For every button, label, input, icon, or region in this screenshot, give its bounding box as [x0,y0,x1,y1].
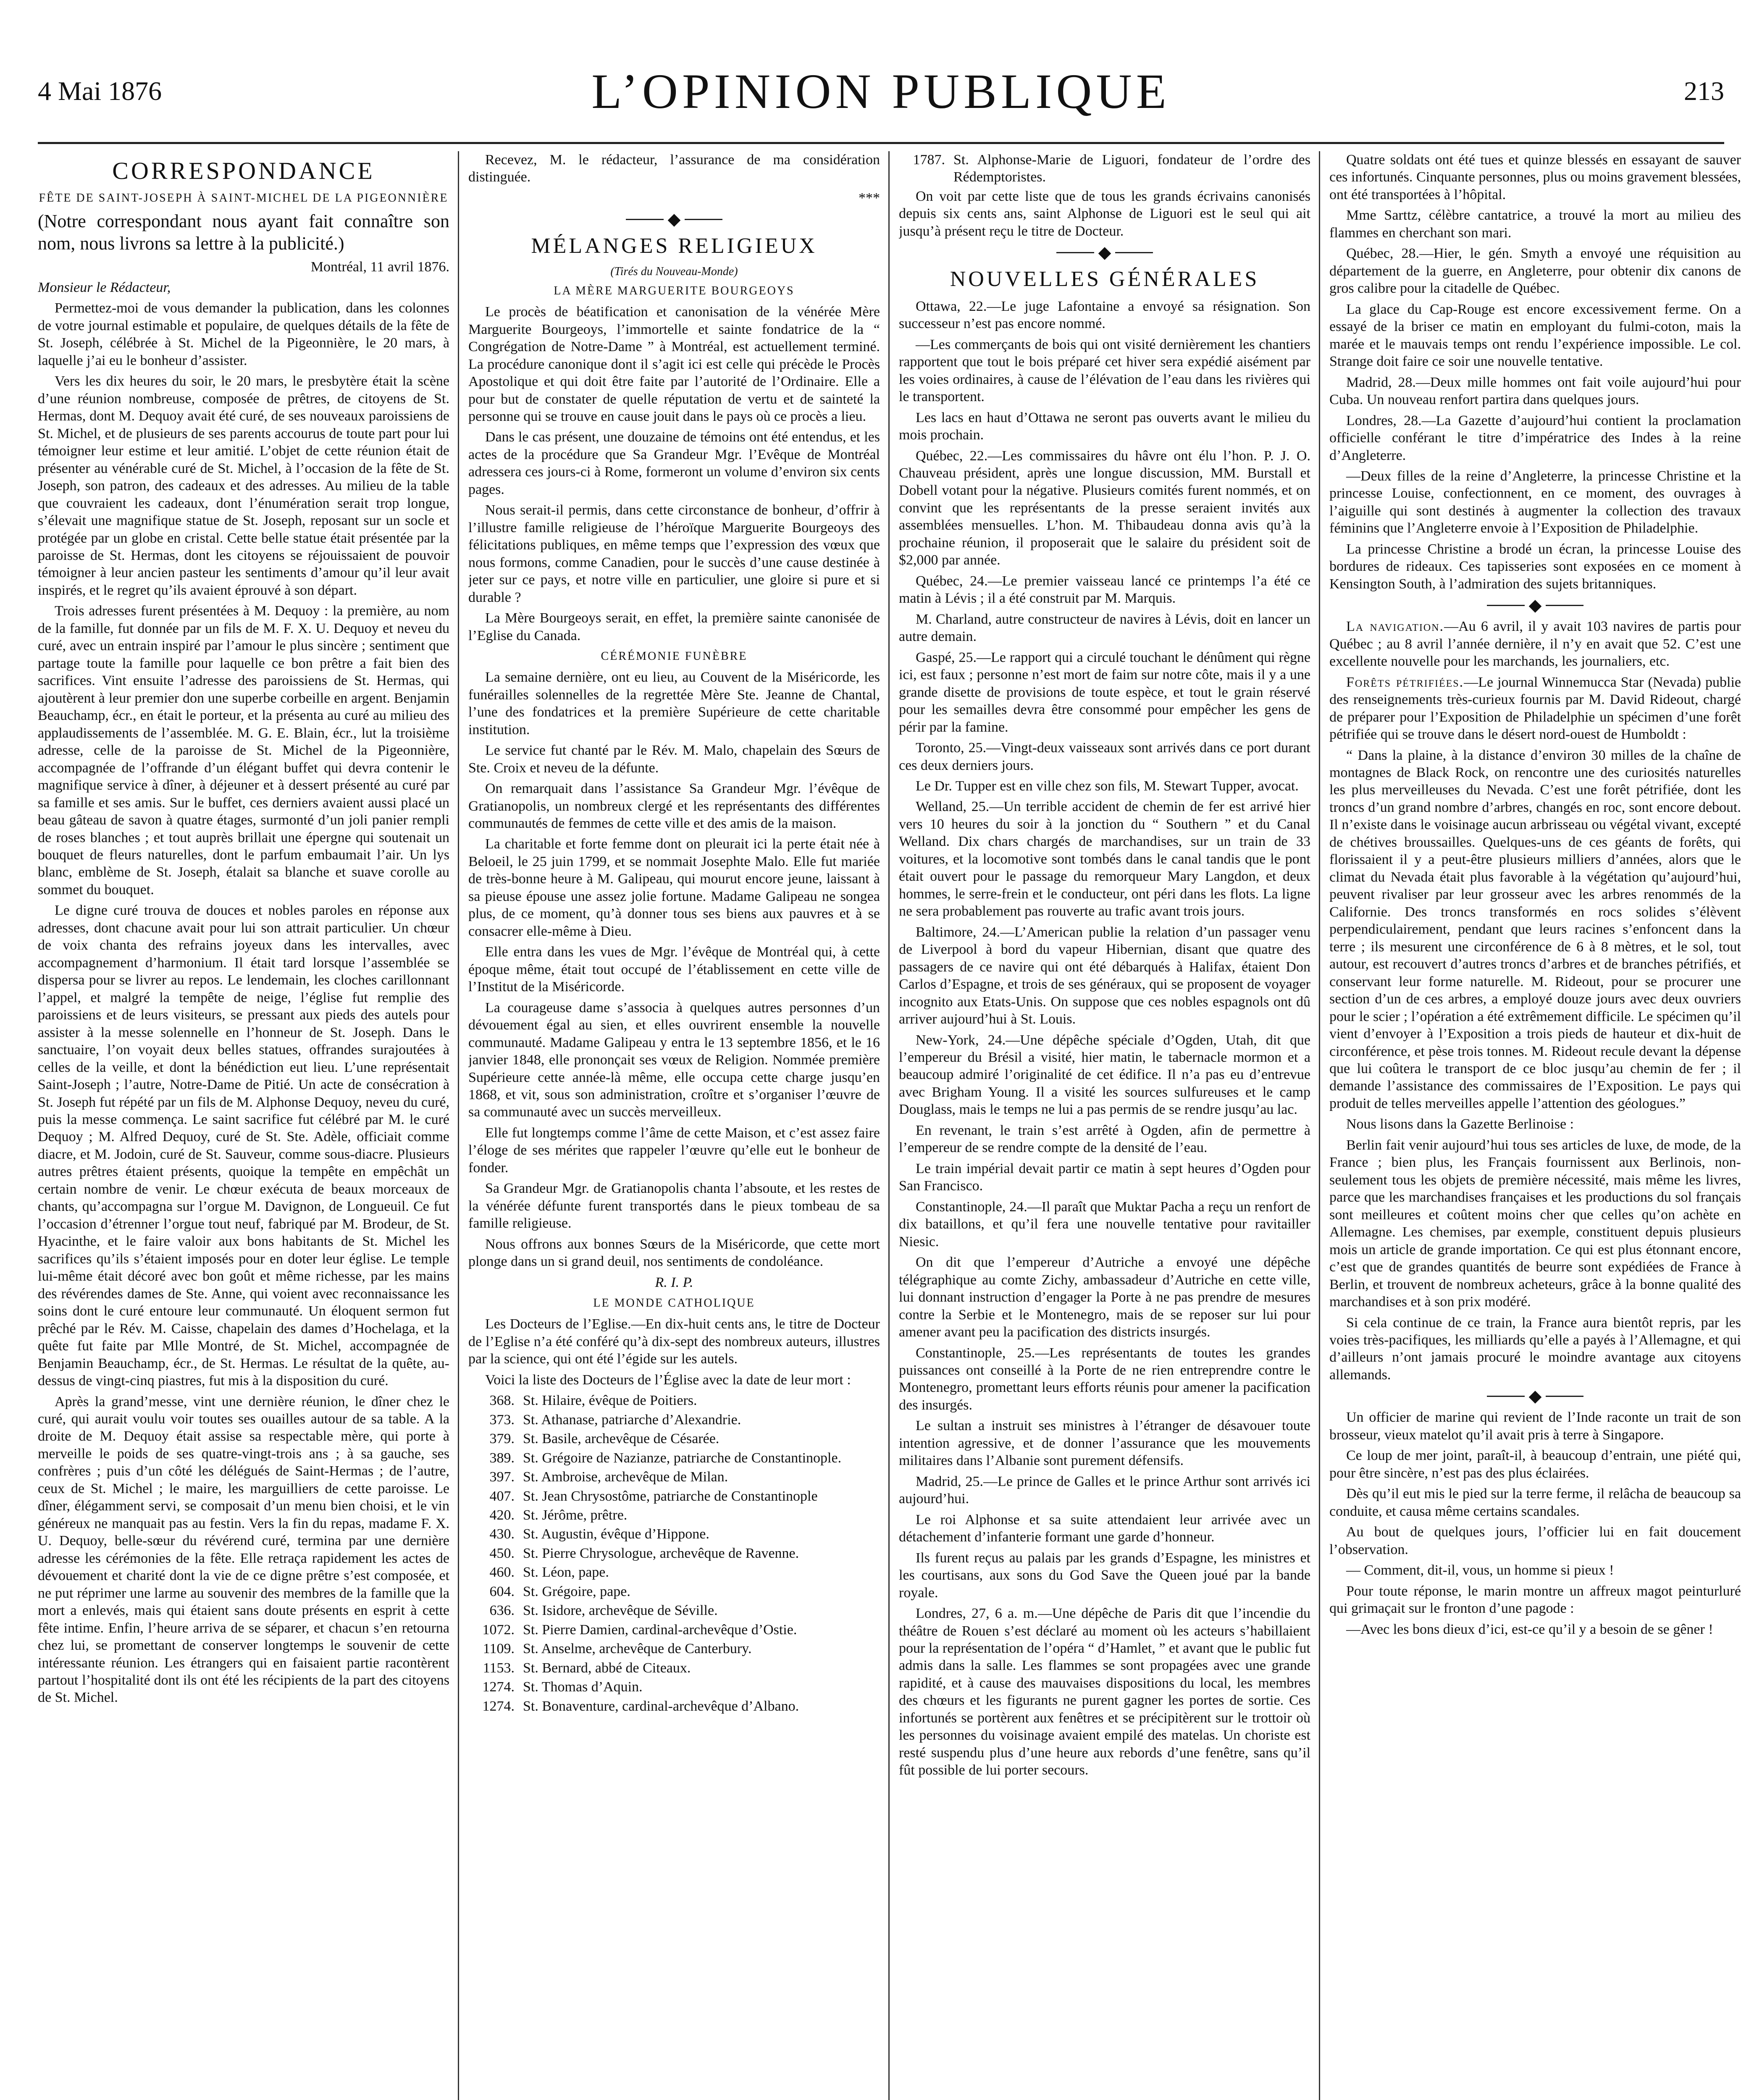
funebre-paragraph: Sa Grandeur Mgr. de Gratianopolis chanta l’absoute, et les restes de la vénérée défunte furent transportés dans le pieux tombeau de sa famille religieuse. [468,1181,880,1231]
doctor-row [468,1545,880,1562]
berlin-paragraph: Si cela continue de ce train, la France aura bientôt repris, par les voies très-pacifiques, les milliards qu’elle a payés à l’Allemagne, et qui d’ailleurs n’ont jamais procuré le moindre avantage aux citoyens allemands. [1329,1315,1741,1383]
doctor-name: St. Basile, archevêque de Césarée. [523,1431,720,1447]
funebre-paragraph: Le service fut chanté par le Rév. M. Malo, chapelain des Sœurs de Ste. Croix et neveu de la défunte. [468,743,880,776]
bourgeoys-paragraph: La Mère Bourgeoys serait, en effet, la première sainte canonisée de l’Eglise du Canada. [468,610,880,643]
monde-catholique-heading: LE MONDE CATHOLIQUE [593,1297,755,1310]
nouvelles-paragraph: Le train impérial devait partir ce matin à sept heures d’Ogden pour San Francisco. [899,1160,1310,1194]
doctor-year: 604. [489,1583,515,1599]
doctor-name: St. Léon, pape. [523,1564,609,1580]
funebre-paragraph: Elle entra dans les vues de Mgr. l’évêque de Montréal qui, à cette époque même, était tout occupé de l’établissement en cette ville de l’Institut de la Miséricorde. [468,944,880,995]
doctor-row [468,1640,880,1657]
doctor-row [468,1602,880,1619]
nouvelles-paragraph: Londres, 28.—La Gazette d’aujourd’hui contient la proclamation officielle conférant le titre d’impératrice des Indes à la reine d’Angleterre. [1329,412,1741,463]
column-rule-3 [1319,151,1320,2100]
nouvelles-paragraph: Madrid, 28.—Deux mille hommes ont fait voile aujourd’hui pour Cuba. Un nouveau renfort partira dans quelques jours. [1329,374,1741,408]
nouvelles-paragraph: —Deux filles de la reine d’Angleterre, la princesse Christine et la princesse Louise, confectionnent, en ce moment, des ouvrages à l’aiguille qui sont destinés à augmenter la collection des travaux féminins que l’Angleterre envoie à l’Exposition de Philadelphie. [1329,468,1741,536]
column-3 [899,151,1310,2100]
nouvelles-paragraph: Mme Sarttz, célèbre cantatrice, a trouvé la mort au milieu des flammes en cherchant son mari. [1329,207,1741,241]
marine-paragraph: Dès qu’il eut mis le pied sur la terre ferme, il relâcha de beaucoup sa conduite, et causa même certains scandales. [1329,1486,1741,1519]
doctor-name: St. Athanase, patriarche d’Alexandrie. [523,1412,741,1428]
forets-text: —Le journal Winnemucca Star (Nevada) publie des renseignements très-curieux fournis par M. David Rideout, chargé de préparer pour l’Exposition de Philadelphie un spécimen d’une forêt pétrifiée qui se trouve dans le désert nord-ouest de Humboldt : [1329,674,1741,743]
doctor-row [468,1564,880,1581]
doctor-year: 1072. [482,1622,515,1638]
nouvelles-paragraph: Québec, 24.—Le premier vaisseau lancé ce printemps l’a été ce matin à Lévis ; il a été construit par M. Marquis. [899,573,1310,606]
section-separator: ◆ [1329,597,1741,614]
doctor-name: St. Jean Chrysostôme, patriarche de Constantinople [523,1488,818,1504]
nouvelles-paragraph: Le Dr. Tupper est en ville chez son fils, M. Stewart Tupper, avocat. [916,778,1299,794]
column-1 [38,151,449,2100]
forets-quote: “ Dans la plaine, à la distance d’environ 30 milles de la chaîne de montagnes de Black Rock, on rencontre une des curiosités naturelles les plus merveilleuses du Nevada. C’est une forêt pétrifiée, dont les troncs d’un grand nombre d’arbres, changés en roc, sont encore debout. Il n’existe dans le voisinage aucun arbrisseau ou végétal vivant, excepté de chétives broussailles. Quelques-uns de ces géants de forêts, qui florissaient il y a peut-être plusieurs milliers d’années, alors que le climat du Nevada était plus favorable à la végétation qu’aujourd’hui, peuvent rivaliser par leur grosseur avec les arbres renommés de la Californie. Des troncs transformés en rocs solides s’élèvent perpendiculairement, pendant que leurs racines s’enfoncent dans la terre ; ils mesurent une circonférence de 6 à 8 mètres, et le sol, tout autour, est recouvert d’autres troncs d’arbres et de branches pétrifiés, et conservant leur forme naturelle. M. Rideout, pour se procurer une section d’un de ces arbres, a employé douze jours avec deux ouvriers pour le scier ; l’opération a été extrêmement difficile. Le spécimen qu’il vient d’envoyer à l’Exposition a trois pieds de hauteur et dix-huit de circonférence, et pèse trois tonnes. M. Rideout recule devant la dépense que lui coûtera le transport de ce bloc jusqu’au chemin de fer ; il demande l’assistance des commissaires de l’Exposition. Le pays qui produit de telles merveilles appelle l’attention des géologues.” [1329,747,1741,1111]
doctor-row [468,1430,880,1447]
doctor-row [468,1621,880,1638]
newspaper-title: L’OPINION PUBLIQUE [591,64,1171,119]
nouvelles-paragraph: Ottawa, 22.—Le juge Lafontaine a envoyé sa résignation. Son successeur n’est pas encore nommé. [899,298,1310,332]
navigation-text: —Au 6 avril, il y avait 103 navires de partis pour Québec ; au 8 avril l’année dernière, il n’y en avait que 52. C’est une excellente nouvelle pour les marchands, les journaliers, etc. [1329,619,1741,669]
correspondance-signature: *** [859,190,880,206]
nouvelles-paragraph: Welland, 25.—Un terrible accident de chemin de fer est arrivé hier vers 10 heures du soir à la jonction du “ Southern ” et du Canal Welland. Dix chars chargés de marchandises, sur un train de 33 voitures, et la locomotive sont tombés dans le canal tandis que le pont était ouvert pour le passage du remorqueur Mary Langdon, et deux hommes, le serre-frein et le conducteur, ont péri dans les flots. La ligne ne sera probablement pas rouverte au trafic avant trois jours. [899,799,1310,919]
doctor-row [468,1507,880,1524]
doctor-row [468,1488,880,1505]
nouvelles-paragraph: Les lacs en haut d’Ottawa ne seront pas ouverts avant le milieu du mois prochain. [899,410,1310,443]
nouvelles-paragraph: La princesse Christine a brodé un écran, la princesse Louise des bordures de rideaux. Ces tapisseries sont exposées en ce moment à Kensington South, à l’admiration des sujets britanniques. [1329,541,1741,592]
bourgeoys-paragraph: Dans le cas présent, une douzaine de témoins ont été entendus, et les actes de la procédure que Sa Grandeur Mgr. l’Evêque de Montréal adressera ces jours-ci à Rome, formeront un volume d’environ six cents pages. [468,429,880,497]
doctor-row [468,1411,880,1428]
doctor-name: St. Anselme, archevêque de Canterbury. [523,1641,752,1657]
nouvelles-paragraph: —Les commerçants de bois qui ont visité dernièrement les chantiers rapportent que tout le bois préparé cet hiver sera expédié aisément par les voies ordinaires, à cause de l’élévation de l’eau dans les rivières qui le transportent. [899,336,1310,405]
doctor-row [468,1659,880,1677]
doctor-name: St. Ambroise, archevêque de Milan. [523,1469,728,1485]
section-separator: ◆ [468,211,880,228]
column-rule-2 [888,151,890,2100]
doctor-year: 373. [489,1412,515,1428]
funebre-paragraph: La charitable et forte femme dont on pleurait ici la perte était née à Beloeil, le 25 juin 1799, et se nommait Josephte Malo. Elle fut mariée de très-bonne heure à M. Galipeau, qui mourut encore jeune, laissant à sa pieuse épouse une assez jolie fortune. Madame Galipeau ne songea plus, de ce moment, qu’à donner tous ses biens aux pauvres et à se consacrer elle-même à Dieu. [468,836,880,939]
doctor-row [468,1392,880,1409]
doctor-name: St. Pierre Damien, cardinal-archevêque d’Ostie. [523,1622,797,1638]
nouvelles-paragraph: Toronto, 25.—Vingt-deux vaisseaux sont arrivés dans ce port durant ces deux derniers jours. [899,740,1310,773]
doctor-name: St. Bernard, abbé de Citeaux. [523,1660,691,1676]
doctor-year: 397. [489,1469,515,1485]
masthead [38,63,1724,139]
doctor-year: 430. [489,1526,515,1542]
nouvelles-paragraph: Ils furent reçus au palais par les grands d’Espagne, les ministres et les courtisans, aux sons du God Save the Queen joué par la bande royale. [899,1550,1310,1601]
nouvelles-paragraph: Québec, 28.—Hier, le gén. Smyth a envoyé une réquisition au département de la guerre, en Angleterre, pour obtenir dix canons de gros calibre pour la citadelle de Québec. [1329,246,1741,297]
doctor-name: St. Alphonse-Marie de Liguori, fondateur de l’ordre des Rédemptoristes. [953,152,1310,185]
column-4 [1329,151,1741,2100]
marine-paragraph: — Comment, dit-il, vous, un homme si pieux ! [1346,1562,1614,1578]
doctor-row [468,1468,880,1486]
correspondance-salutation: Monsieur le Rédacteur, [38,279,171,295]
page-number: 213 [1684,76,1724,106]
doctor-name: St. Grégoire de Nazianze, patriarche de Constantinople. [523,1450,842,1466]
marine-paragraph: Pour toute réponse, le marin montre un affreux magot peinturluré qui grimaçait sur le fronton d’une pagode : [1329,1583,1741,1617]
correspondance-paragraph: Vers les dix heures du soir, le 20 mars, le presbytère était la scène d’une réunion nombreuse, composée de prêtres, de citoyens de St. Hermas, dont M. Dequoy avait été curé, de ses nouveaux paroissiens de St. Michel, et de plusieurs de ses parents accourus de toute part pour lui témoigner leur estime et leur amitié. L’objet de cette réunion était de présenter au vénérable curé de St. Michel, à l’occasion de la fête de St. Joseph, son patron, des cadeaux et des adresses. Au milieu de la table que couvraient les cadeaux, dont l’énumération serait trop longue, s’élevait une magnifique statue de St. Joseph, reposant sur un socle et protégée par un globe en cristal. Cette belle statue était présentée par la paroisse de St. Hermas, dont les citoyens se réjouissaient de pouvoir témoigner à leur ancien pasteur les sentiments d’amour qu’il leur avait inspirés, et le regret qu’ils avaient éprouvé à son départ. [38,373,449,598]
navigation-paragraph [1329,618,1741,670]
funebre-paragraph: Nous offrons aux bonnes Sœurs de la Miséricorde, que cette mort plonge dans un si grand deuil, nos sentiments de condoléance. [468,1236,880,1270]
doctor-year: 450. [489,1545,515,1561]
melanges-subheading: (Tirés du Nouveau-Monde) [610,265,738,278]
bourgeoys-paragraph: Nous serait-il permis, dans cette circonstance de bonheur, d’offrir à l’illustre famille religieuse de l’héroïque Marguerite Bourgeoys des félicitations publiques, en même temps que l’expression des vœux que nous formons, comme Canadien, pour le succès d’une cause destinée à jeter sur ce pays, et notre ville en particulier, une gloire si pure et si durable ? [468,502,880,605]
melanges-heading: MÉLANGES RELIGIEUX [531,234,817,258]
correspondance-paragraph: Trois adresses furent présentées à M. Dequoy : la première, au nom de la famille, fut donnée par un fils de M. F. X. U. Dequoy et neveu du curé, avec un entrain inspiré par l’amour le plus sincère ; sentiment que partage toute la famille pour laquelle ce bon prêtre a fait bien des sacrifices. Vint ensuite l’adresse des paroissiens de St. Hermas, qui ajoutèrent à leur premier don une superbe corbeille en argent. Benjamin Beauchamp, écr., en était le porteur, et la présenta au curé au milieu des applaudissements de l’assemblée. M. G. E. Blain, écr., lut la troisième adresse, celle de la paroisse de St. Michel de la Pigeonnière, accompagnée de l’offrande d’un élégant buffet qui devra contenir le magnifique service à dîner, à déjeuner et à dessert présenté au curé par sa famille et ses amis. Sur le buffet, ces derniers avaient aussi placé un beau gâteau de savon à quatre étages, surmonté d’un joli panier rempli de roses blanches ; et tout auprès brillait une épergne qui soutenait un bouquet de fleurs naturelles, dont le parfum embaumait l’air. Un lys blanc, emblème de St. Joseph, étalait sa blanche et suave corolle au sommet du bouquet. [38,603,449,898]
doctor-row [899,151,1310,186]
correspondance-heading: CORRESPONDANCE [112,157,375,184]
nouvelles-paragraph: Baltimore, 24.—L’American publie la relation d’un passager venu de Liverpool à bord du vapeur Hibernian, disant que quatre des passagers de ce navire qui ont été débarqués à Halifax, étaient Don Carlos d’Espagne, et trois de ses généraux, qui se proposent de voyager incognito aux Etats-Unis. On suppose que ces nobles espagnols ont dû arriver aujourd’hui à St. Louis. [899,924,1310,1027]
doctor-row [468,1583,880,1600]
doctor-year: 1787. [913,152,945,168]
marine-paragraph: —Avec les bons dieux d’ici, est-ce qu’il y a besoin de se gêner ! [1346,1621,1713,1637]
column-2 [468,151,880,2100]
bourgeoys-heading: LA MÈRE MARGUERITE BOURGEOYS [554,284,795,297]
funebre-paragraph: La courageuse dame s’associa à quelques autres personnes d’un dévouement égal au sien, et elles ouvrirent ensemble la nouvelle communauté. Madame Galipeau y entra le 13 septembre 1856, et le 16 janvier 1848, elle prononçait ses vœux de Religion. Nommée première Supérieure cette année-là même, elle occupa cette charge jusqu’en 1868, et vit, sous son administration, croître et s’organiser l’œuvre de sa communauté avec un succès merveilleux. [468,1000,880,1120]
doctor-row [468,1449,880,1467]
marine-paragraph: Au bout de quelques jours, l’officier lui en fait doucement l’observation. [1329,1524,1741,1557]
section-separator: ◆ [1329,1388,1741,1404]
correspondance-intro: (Notre correspondant nous ayant fait connaître son nom, nous livrons sa lettre à la publicité.) [38,210,449,254]
correspondance-paragraph: Après la grand’messe, vint une dernière réunion, le dîner chez le curé, qui aurait voulu voir toutes ses ouailles autour de sa table. A la droite de M. Dequoy était assise sa respectable mère, qui porte à merveille le poids de ses quatre-vingt-trois ans ; à sa gauche, ses confrères ; puis d’un côté les délégués de Saint-Hermas ; de l’autre, ceux de St. Michel ; le maire, les marguilliers de cette paroisse. Le dîner, élégamment servi, se composait d’un menu bien choisi, et le vin généreux ne manquait pas au festin. Vers la fin du repas, madame F. X. U. Dequoy, belle-sœur du révérend curé, termina par une dernière adresse les cérémonies de la fête. Elle retraça rapidement les actes de dévouement et charité dont la vie de ce digne prêtre s’est composée, et ne put réprimer une larme au souvenir des membres de la famille que la mort a enlevés, mais qui étaient sans doute présents en esprit à cette fête intime. Enfin, l’heure arriva de se séparer, et chacun s’en retourna chez lui, se promettant de conserver longtemps le souvenir de cette intéressante réunion. Les étrangers qui en faisaient partie racontèrent partout l’hospitalité dont ils ont été les récipients de la part des citoyens de St. Michel. [38,1394,449,1706]
doctor-year: 420. [489,1507,515,1523]
forets-paragraph [1329,674,1741,743]
doctor-row [468,1698,880,1715]
bourgeoys-paragraph: Le procès de béatification et canonisation de la vénérée Mère Marguerite Bourgeoys, l’immortelle et sainte fondatrice de la “ Congrégation de Notre-Dame ” à Montréal, est actuellement terminé. La procédure canonique dont il s’agit ici est celle qui précède le Procès Apostolique et qui doit être faite par l’autorité de l’Ordinaire. Elle a pour but de constater de quelle réputation de vertu et de sainteté la personne qui se trouve en cause jouit dans le pays où ce procès a lieu. [468,304,880,424]
doctor-name: St. Jérôme, prêtre. [523,1507,628,1523]
nouvelles-paragraph: Gaspé, 25.—Le rapport qui a circulé touchant le dénûment qui règne ici, est faux ; personne n’est mort de faim sur notre côte, mais il y a une grande disette de provisions de toute espèce, et tout le grain réservé pour les semailles devra être consommé pour empêcher les gens de périr par la famine. [899,649,1310,735]
column-rule-1 [458,151,459,2100]
forets-lead: Forêts pétrifiées. [1346,674,1464,690]
doctor-name: St. Hilaire, évêque de Poitiers. [523,1393,697,1409]
monde-catholique-paragraph: Voici la liste des Docteurs de l’Église avec la date de leur mort : [485,1372,851,1388]
doctor-year: 460. [489,1564,515,1580]
doctor-name: St. Pierre Chrysologue, archevêque de Ravenne. [523,1545,799,1561]
doctor-name: St. Isidore, archevêque de Séville. [523,1603,718,1619]
funebre-paragraph: Elle fut longtemps comme l’âme de cette Maison, et c’est assez faire l’éloge de ses mérites que rappeler l’œuvre qu’elle eut le bonheur de fonder. [468,1125,880,1176]
nouvelles-paragraph: Constantinople, 25.—Les représentants de toutes les grandes puissances ont conseillé à la Porte de ne rien entreprendre contre le Montenegro, promettant leurs efforts réunis pour amener la pacification des insurgés. [899,1345,1310,1413]
correspondance-place-date: Montréal, 11 avril 1876. [310,259,449,275]
monde-catholique-after: On voit par cette liste que de tous les grands écrivains canonisés depuis six cents ans, saint Alphonse de Liguori est le seul qui ait jusqu’à présent reçu le titre de Docteur. [899,188,1310,239]
nouvelles-paragraph: New-York, 24.—Une dépêche spéciale d’Ogden, Utah, dit que l’empereur du Brésil a visité, hier matin, le tabernacle mormon et a beaucoup admiré l’originalité de cet édifice. Il n’a pas eu d’entrevue avec Brigham Young. Il a visité les sources sulfureuses et le camp Douglass, mais le temps ne lui a pas permis de se rendre jusqu’au lac. [899,1032,1310,1118]
nouvelles-paragraph: En revenant, le train s’est arrêté à Ogden, afin de permettre à l’empereur de se rendre compte de la densité de l’eau. [899,1122,1310,1156]
nouvelles-paragraph: Madrid, 25.—Le prince de Galles et le prince Arthur sont arrivés ici aujourd’hui. [899,1473,1310,1507]
doctor-name: St. Thomas d’Aquin. [523,1679,643,1695]
doctor-year: 636. [489,1603,515,1619]
funebre-heading: CÉRÉMONIE FUNÈBRE [601,650,748,663]
monde-catholique-paragraph: Les Docteurs de l’Eglise.—En dix-huit cents ans, le titre de Docteur de l’Eglise n’a été conféré qu’à dix-sept des nombreux auteurs, illustres par la science, qui ont été l’égide sur les autels. [468,1316,880,1367]
doctor-name: St. Augustin, évêque d’Hippone. [523,1526,709,1542]
doctor-row [468,1678,880,1696]
doctor-year: 1153. [483,1660,515,1676]
berlin-paragraph: Nous lisons dans la Gazette Berlinoise : [1346,1116,1574,1132]
doctor-row [468,1525,880,1543]
masthead-rule [38,142,1724,144]
berlin-paragraph: Berlin fait venir aujourd’hui tous ses articles de luxe, de mode, de la France ; bien plus, les Français fournissent aux Berlinois, non-seulement tous les objets de première nécessité, mais même les livres, parce que les marchandises françaises et les productions du sol français sont meilleures et coûtent moins cher que celles qu’on achète en Allemagne. Les chemises, par exemple, constituent depuis plusieurs mois un article de grande importation. Ce qui est plus étonnant encore, c’est que de grandes quantités de beurre sont expédiées de France à Berlin, et trouvent de nombreux acheteurs, grâce à la bonne qualité des marchandises et à son prix modéré. [1329,1137,1741,1310]
doctor-year: 368. [489,1393,515,1409]
correspondance-paragraph: Le digne curé trouva de douces et nobles paroles en réponse aux adresses, dont chacune avait pour lui son attrait particulier. Un chœur de voix chanta des refrains joyeux dans les intervalles, avec accompagnement d’harmonium. Il était tard lorsque l’assemblée se dispersa pour se livrer au repos. Le lendemain, les cloches carillonnant l’appel, et malgré la tempête de neige, l’église fut remplie des paroissiens et de leurs visiteurs, se pressant aux pieds des autels pour assister à la messe solennelle en l’honneur de St. Joseph. Dans le sanctuaire, l’on voyait deux belles statues, offrandes surajoutées à celles de la veille, et dont la bénédiction eut lieu. L’une représentait Saint-Joseph ; l’autre, Notre-Dame de Pitié. Un acte de consécration à St. Joseph fut répété par un fils de M. Alphonse Dequoy, neveu du curé, puis la messe commença. Le saint sacrifice fut célébré par M. le curé Dequoy ; M. Alfred Dequoy, curé de St. Ste. Adèle, officiait comme diacre, et M. Jodoin, curé de St. Sauveur, comme sous-diacre. Plusieurs autres prêtres étaient présents, quoique la tempête en empêchât un certain nombre de venir. Le chœur exécuta de beaux morceaux de chants, qu’accompagna sur l’orgue M. Davignon, de Longueuil. Ce fut l’occasion d’étrenner l’orgue tout neuf, fabriqué par M. Brodeur, de St. Hyacinthe, et le faire valoir aux bons habitants de St. Michel les sacrifices qu’ils s’étaient imposés pour en doter leur église. Le temple lui-même était décoré avec bon goût et même richesse, par les mains des révérendes dames de Ste. Anne, qui voient avec reconnaissance les soins dont le curé entoure leur communauté. Un éloquent sermon fut prêché par le Rév. M. Caisse, chapelain des dames d’Hochelaga, et la quête fut faite par Mlle Montré, de St. Michel, accompagnée de Benjamin Beauchamp, écr., de St. Hermas. Le résultat de la quête, au-dessus de vingt-cinq piastres, fut mis à la disposition du curé. [38,903,449,1389]
correspondance-subheading: FÊTE DE SAINT-JOSEPH À SAINT-MICHEL DE LA PIGEONNIÈRE [39,191,449,205]
nouvelles-paragraph: Québec, 22.—Les commissaires du hâvre ont élu l’hon. P. J. O. Chauveau président, après une longue discussion, MM. Burstall et Dobell votant pour la négative. Plusieurs comités furent nommés, et on convint que les représentants de la presse seraient invités aux assemblées mensuelles. L’hon. M. Thibaudeau donna avis qu’à la prochaine réunion, il proposerait que le salaire du président soit de $2,000 par année. [899,448,1310,568]
section-separator: ◆ [899,244,1310,261]
marine-paragraph: Ce loup de mer joint, paraît-il, à beaucoup d’entrain, une piété qui, pour être sincère, n’est pas des plus éclairées. [1329,1448,1741,1481]
nouvelles-paragraph: Constantinople, 24.—Il paraît que Muktar Pacha a reçu un renfort de dix bataillons, et qu’il fera une nouvelle tentative pour ravitailler Niesic. [899,1199,1310,1250]
nouvelles-heading: NOUVELLES GÉNÉRALES [950,267,1260,291]
correspondance-paragraph: Permettez-moi de vous demander la publication, dans les colonnes de votre journal estimable et populaire, de quelques détails de la fête de St. Joseph, célébrée à St. Michel de la Pigeonnière, le 20 mars, à laquelle j’ai eu le bonheur d’assister. [38,300,449,368]
doctor-year: 1109. [483,1641,515,1657]
nouvelles-paragraph: Londres, 27, 6 a. m.—Une dépêche de Paris dit que l’incendie du théâtre de Rouen s’est déclaré au moment où les acteurs s’habillaient pour la représentation de l’opéra “ d’Hamlet, ” et avant que le public fut admis dans la salle. Les flammes se sont propagées avec une grande rapidité, et à cause des mauvaises dispositions du local, les membres des chœurs et les figurants ne purent gagner les portes de sortie. Ces infortunés se portèrent aux fenêtres et se précipitèrent sur le trottoir où les personnes du voisinage avaient empilé des matelas. Un choriste est resté suspendu plus d’une heure aux rebords d’une fenêtre, sans qu’il fût possible de lui porter secours. [899,1606,1310,1778]
marine-paragraph: Un officier de marine qui revient de l’Inde raconte un trait de son brosseur, vieux matelot qu’il avait pris à terre à Singapore. [1329,1410,1741,1443]
nouvelles-paragraph: Quatre soldats ont été tues et quinze blessés en essayant de sauver ces infortunés. Cinquante personnes, plus ou moins gravement blessées, ont été transportées à l’hôpital. [1329,152,1741,202]
doctors-list [468,1392,880,1715]
funebre-closing: R. I. P. [655,1274,693,1290]
nouvelles-paragraph: On dit que l’empereur d’Autriche a envoyé une dépêche télégraphique au comte Zichy, ambassadeur d’Autriche en cette ville, lui donnant instruction d’engager la Porte à ne pas prendre de mesures contre la Serbie et le Montenegro, mais de se reposer sur lui pour amener avant peu la pacification des districts insurgés. [899,1255,1310,1340]
doctor-year: 1274. [482,1679,515,1695]
correspondance-closing: Recevez, M. le rédacteur, l’assurance de ma considération distinguée. [468,152,880,185]
nouvelles-paragraph: M. Charland, autre constructeur de navires à Lévis, doit en lancer un autre demain. [899,611,1310,645]
issue-date: 4 Mai 1876 [38,76,162,106]
doctor-name: St. Grégoire, pape. [523,1583,630,1599]
funebre-paragraph: La semaine dernière, ont eu lieu, au Couvent de la Miséricorde, les funérailles solennelles de la regrettée Mère Ste. Jeanne de Chantal, l’une des fondatrices et la première Supérieure de cette charitable institution. [468,669,880,738]
navigation-lead: La navigation. [1346,619,1444,635]
doctor-year: 407. [489,1488,515,1504]
nouvelles-paragraph: La glace du Cap-Rouge est encore excessivement ferme. On a essayé de la briser ce matin en employant du fulmi-coton, mais la marée et le mauvais temps ont rendu l’expérience impossible. Le col. Strange doit faire ce soir une nouvelle tentative. [1329,301,1741,370]
nouvelles-paragraph: Le roi Alphonse et sa suite attendaient leur arrivée avec un détachement d’infanterie formant une garde d’honneur. [899,1512,1310,1545]
doctor-year: 379. [489,1431,515,1447]
nouvelles-paragraph: Le sultan a instruit ses ministres à l’étranger de désavouer toute intention agressive, et de donner l’assurance que les mouvements militaires dans l’Albanie sont purement défensifs. [899,1418,1310,1469]
doctor-year: 1274. [482,1698,515,1714]
funebre-paragraph: On remarquait dans l’assistance Sa Grandeur Mgr. l’évêque de Gratianopolis, un nombreux clergé et les représentants des différentes communautés de femmes de cette ville et des amis de la maison. [468,781,880,831]
doctor-year: 389. [489,1450,515,1466]
doctor-name: St. Bonaventure, cardinal-archevêque d’Albano. [523,1698,799,1714]
